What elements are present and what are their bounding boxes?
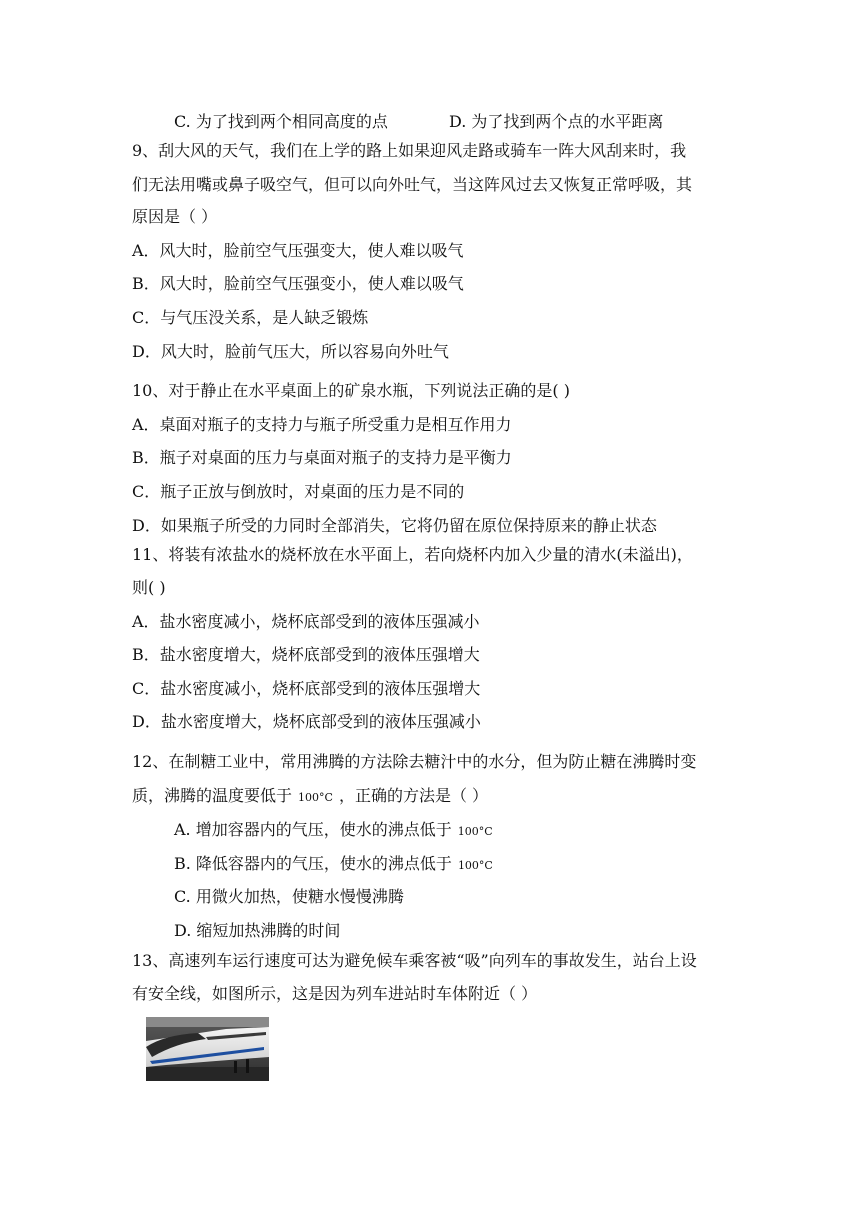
q12-option-c: C. 用微火加热，使糖水慢慢沸腾 bbox=[174, 887, 404, 906]
q12-temperature: 100°C bbox=[298, 791, 333, 804]
q12-option-b-text: B. 降低容器内的气压，使水的沸点低于 bbox=[174, 854, 452, 873]
q12-option-a-text: A. 增加容器内的气压，使水的沸点低于 bbox=[174, 820, 452, 839]
high-speed-train-photo bbox=[146, 1017, 269, 1081]
q9-option-c: C．与气压没关系，是人缺乏锻炼 bbox=[132, 308, 369, 327]
q10-option-b: B．瓶子对桌面的压力与桌面对瓶子的支持力是平衡力 bbox=[132, 448, 512, 467]
q8-option-c: C. 为了找到两个相同高度的点 bbox=[174, 112, 388, 131]
q12-stem-line1: 12、在制糖工业中，常用沸腾的方法除去糖汁中的水分，但为防止糖在沸腾时变 bbox=[132, 752, 697, 771]
q11-option-b: B．盐水密度增大，烧杯底部受到的液体压强增大 bbox=[132, 645, 480, 664]
q11-option-d: D．盐水密度增大，烧杯底部受到的液体压强减小 bbox=[132, 712, 481, 731]
q9-option-a: A．风大时，脸前空气压强变大，使人难以吸气 bbox=[132, 241, 464, 260]
q12-option-a bbox=[174, 820, 499, 842]
q8-option-d: D. 为了找到两个点的水平距离 bbox=[449, 112, 664, 131]
q12-option-b-temp: 100°C bbox=[457, 859, 493, 872]
q13-stem-line2: 有安全线，如图所示，这是因为列车进站时车体附近（ ） bbox=[132, 984, 538, 1003]
q12-stem-text-end: ，正确的方法是（ ） bbox=[338, 786, 489, 805]
q11-stem-line2: 则( ) bbox=[132, 578, 166, 597]
q12-option-d: D. 缩短加热沸腾的时间 bbox=[174, 921, 341, 940]
q10-option-a: A．桌面对瓶子的支持力与瓶子所受重力是相互作用力 bbox=[132, 415, 512, 434]
q9-option-b: B．风大时，脸前空气压强变小，使人难以吸气 bbox=[132, 274, 464, 293]
q12-stem-text: 质，沸腾的温度要低于 bbox=[132, 786, 293, 805]
q12-stem-line2 bbox=[132, 786, 488, 808]
q12-option-b bbox=[174, 854, 499, 876]
q10-option-c: C．瓶子正放与倒放时，对桌面的压力是不同的 bbox=[132, 482, 465, 501]
q11-option-a: A．盐水密度减小，烧杯底部受到的液体压强减小 bbox=[132, 612, 480, 631]
q9-stem-line3: 原因是（ ） bbox=[132, 207, 218, 226]
q10-stem: 10、对于静止在水平桌面上的矿泉水瓶，下列说法正确的是( ) bbox=[132, 381, 570, 400]
q9-option-d: D．风大时，脸前气压大，所以容易向外吐气 bbox=[132, 342, 449, 361]
q13-stem-line1: 13、高速列车运行速度可达为避免候车乘客被“吸”向列车的事故发生，站台上设 bbox=[132, 951, 697, 970]
q11-option-c: C．盐水密度减小，烧杯底部受到的液体压强增大 bbox=[132, 679, 481, 698]
q11-stem-line1: 11、将装有浓盐水的烧杯放在水平面上，若向烧杯内加入少量的清水(未溢出)， bbox=[132, 545, 693, 564]
q12-option-a-temp: 100°C bbox=[457, 825, 493, 838]
q9-stem-line2: 们无法用嘴或鼻子吸空气，但可以向外吐气，当这阵风过去又恢复正常呼吸，其 bbox=[132, 175, 693, 194]
q9-stem-line1: 9、刮大风的天气，我们在上学的路上如果迎风走路或骑车一阵大风刮来时，我 bbox=[132, 141, 687, 160]
q10-option-d: D．如果瓶子所受的力同时全部消失，它将仍留在原位保持原来的静止状态 bbox=[132, 516, 657, 535]
